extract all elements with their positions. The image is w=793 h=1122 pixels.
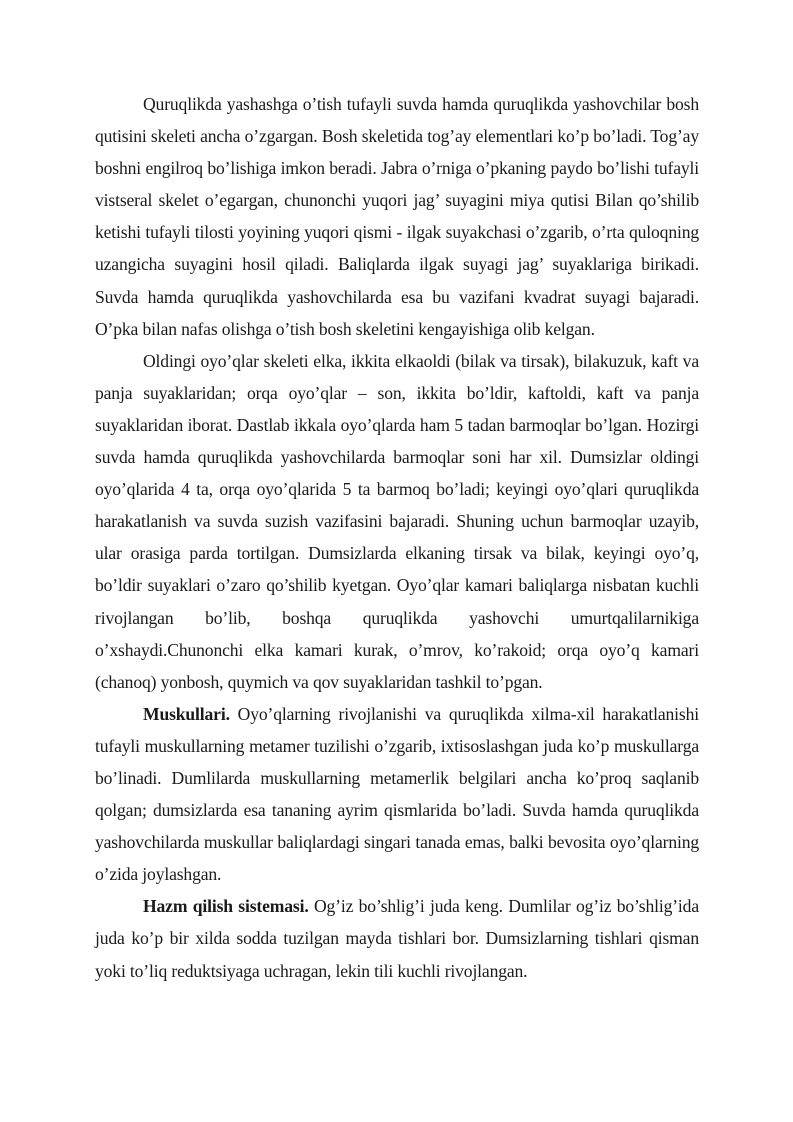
paragraph-limb-skeleton xyxy=(95,345,699,698)
section-heading-muscles: Muskullari. xyxy=(143,703,230,724)
paragraph-muscles xyxy=(95,698,699,891)
document-page xyxy=(95,88,699,987)
paragraph-text: Oldingi oyo’qlar skeleti elka, ikkita elkaoldi (bilak va tirsak), bilakuzuk, kaft va panja suyaklaridan; orqa oyo’qlar – son, ikkita bo’ldir, kaftoldi, kaft va panja suyaklaridan iborat. Dastlab ikkala oyo’qlarda ham 5 tadan barmoqlar bo’lgan. Hozirgi suvda hamda quruqlikda yashovchilarda barmoqlar soni har xil. Dumsizlar oldingi oyo’qlarida 4 ta, orqa oyo’qlarida 5 ta barmoq bo’ladi; keyingi oyo’qlari quruqlikda harakatlanish va suvda suzish vazifasini bajaradi. Shuning uchun barmoqlar uzayib, ular orasiga parda tortilgan. Dumsizlarda elkaning tirsak va bilak, keyingi oyo’q, bo’ldir suyaklari o’zaro qo’shilib kyetgan. Oyo’qlar kamari baliqlarga nisbatan kuchli rivojlangan bo’lib, boshqa quruqlikda yashovchi umurtqalilarnikiga o’xshaydi.Chunonchi elka kamari kurak, o’mrov, ko’rakoid; orqa oyo’q kamari (chanoq) yonbosh, quymich va qov suyaklaridan tashkil to’pgan. xyxy=(95,350,699,692)
section-heading-digestive-system: Hazm qilish sistemasi. xyxy=(143,896,309,917)
paragraph-text: Og’iz bo’shlig’i juda keng. Dumlilar og’iz bo’shlig’ida juda ko’p bir xilda sodda tuzilgan mayda tishlari bor. Dumsizlarning tishlari qisman yoki to’liq reduktsiyaga uchragan, lekin tili kuchli rivojlangan. xyxy=(95,896,699,981)
paragraph-text: Quruqlikda yashashga o’tish tufayli suvda hamda quruqlikda yashovchilar bosh qutisini skeleti ancha o’zgargan. Bosh skeletida tog’ay elementlari ko’p bo’ladi. Tog’ay boshni engilroq bo’lishiga imkon beradi. Jabra o’rniga o’pkaning paydo bo’lishi tufayli vistseral skelet o’egargan, chunonchi yuqori jag’ suyagini miya qutisi Bilan qo’shilib ketishi tufayli tilosti yoyining yuqori qismi - ilgak suyakchasi o’zgarib, o’rta quloqning uzangicha suyagini hosil qiladi. Baliqlarda ilgak suyagi jag’ suyaklariga birikadi. Suvda hamda quruqlikda yashovchilarda esa bu vazifani kvadrat suyagi bajaradi. O’pka bilan nafas olishga o’tish bosh skeletini kengayishiga olib kelgan. xyxy=(95,94,699,339)
paragraph-digestive-system xyxy=(95,890,699,986)
paragraph-text: Oyo’qlarning rivojlanishi va quruqlikda xilma-xil harakatlanishi tufayli muskullarning metamer tuzilishi o’zgarib, ixtisoslashgan juda ko’p muskullarga bo’linadi. Dumlilarda muskullarning metamerlik belgilari ancha ko’proq saqlanib qolgan; dumsizlarda esa tananing ayrim qismlarida bo’ladi. Suvda hamda quruqlikda yashovchilarda muskullar baliqlardagi singari tanada emas, balki bevosita oyo’qlarning o’zida joylashgan. xyxy=(95,703,699,885)
paragraph-skull-skeleton xyxy=(95,88,699,345)
